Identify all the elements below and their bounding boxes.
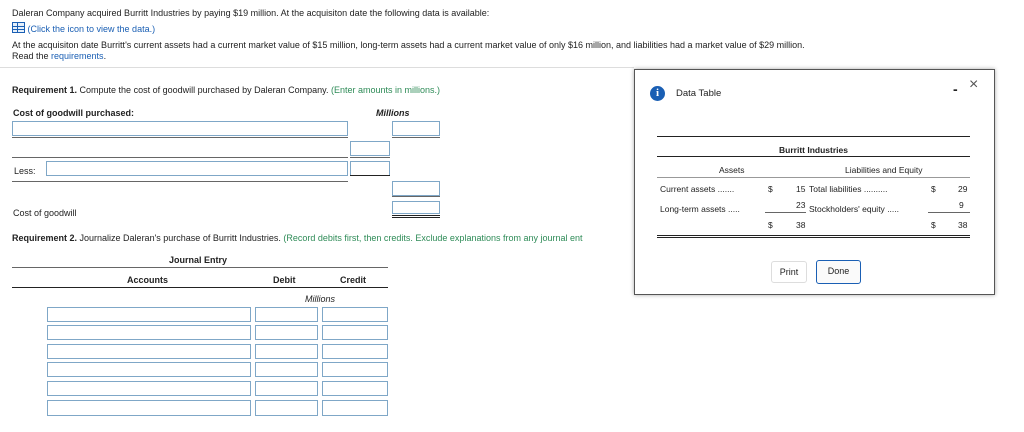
long-term-assets-value: 23 [796,200,806,210]
journal-credit-input[interactable] [322,307,388,322]
requirements-link[interactable]: requirements [51,51,104,61]
assets-header: Assets [719,165,745,175]
journal-debit-input[interactable] [255,307,318,322]
col-accounts: Accounts [127,275,169,285]
company-name: Burritt Industries [779,145,848,155]
cost-label-input[interactable] [12,121,348,136]
journal-credit-input[interactable] [322,344,388,359]
col-credit: Credit [340,275,367,285]
journal-debit-input[interactable] [255,381,318,396]
table-icon[interactable] [12,22,25,33]
journal-account-input[interactable] [47,325,251,340]
total-liab-equity-currency: $ [931,220,936,230]
millions-header: Millions [376,108,410,118]
journal-credit-input[interactable] [322,325,388,340]
journal-debit-input[interactable] [255,362,318,377]
long-term-assets-label: Long-term assets ..... [660,204,740,214]
journal-account-input[interactable] [47,344,251,359]
total-liabilities-currency: $ [931,184,936,194]
less-amount-input[interactable] [350,161,390,176]
journal-account-input[interactable] [47,381,251,396]
click-icon-text[interactable]: (Click the icon to view the data.) [27,24,156,34]
cost-goodwill-label: Cost of goodwill purchased: [13,108,134,118]
print-button[interactable]: Print [771,261,807,283]
journal-credit-input[interactable] [322,400,388,416]
journal-account-input[interactable] [47,307,251,322]
req2-title: Requirement 2. Journalize Daleran's purchase of Burritt Industries. (Record debits first, then credits. Exclude explanations from any journal ent [12,233,583,243]
close-icon[interactable]: × [969,76,979,93]
data-table-dialog [634,69,995,295]
problem-details: At the acquisiton date Burritt's current assets had a current market value of $15 million, long-term assets had a current market value of only $16 million, and liabilities had a market value of $29 million. [12,40,805,50]
req1-title: Requirement 1. Compute the cost of goodwill purchased by Daleran Company. (Enter amounts in millions.) [12,85,441,95]
total-liab-equity-value: 38 [958,220,968,230]
less-label-input[interactable] [46,161,348,176]
less-label: Less: [14,166,36,176]
journal-account-input[interactable] [47,400,251,416]
journal-credit-input[interactable] [322,362,388,377]
liabilities-header: Liabilities and Equity [845,165,923,175]
read-requirements: Read the requirements. [12,51,107,61]
journal-account-input[interactable] [47,362,251,377]
net-amount-input[interactable] [392,181,440,196]
equity-value: 9 [959,200,964,210]
cost-amount-input[interactable] [392,121,440,136]
view-data-link[interactable] [12,22,155,34]
item1-amount-input[interactable] [350,141,390,156]
current-assets-currency: $ [768,184,773,194]
current-assets-label: Current assets ....... [660,184,735,194]
journal-debit-input[interactable] [255,325,318,340]
total-liabilities-label: Total liabilities .......... [809,184,888,194]
problem-intro: Daleran Company acquired Burritt Industries by paying $19 million. At the acquisiton date the following data is available: [12,8,490,18]
total-liabilities-value: 29 [958,184,968,194]
journal-credit-input[interactable] [322,381,388,396]
cost-of-goodwill-label: Cost of goodwill [13,208,77,218]
total-assets-currency: $ [768,220,773,230]
dialog-title: Data Table [676,88,722,99]
done-button[interactable]: Done [816,260,861,284]
journal-millions: Millions [305,294,336,304]
journal-debit-input[interactable] [255,400,318,416]
goodwill-amount-input[interactable] [392,201,440,214]
total-assets-value: 38 [796,220,806,230]
current-assets-value: 15 [796,184,806,194]
journal-debit-input[interactable] [255,344,318,359]
minimize-icon[interactable]: - [953,81,958,97]
col-debit: Debit [273,275,296,285]
journal-title: Journal Entry [169,255,228,265]
info-icon: i [650,86,665,101]
equity-label: Stockholders' equity ..... [809,204,899,214]
